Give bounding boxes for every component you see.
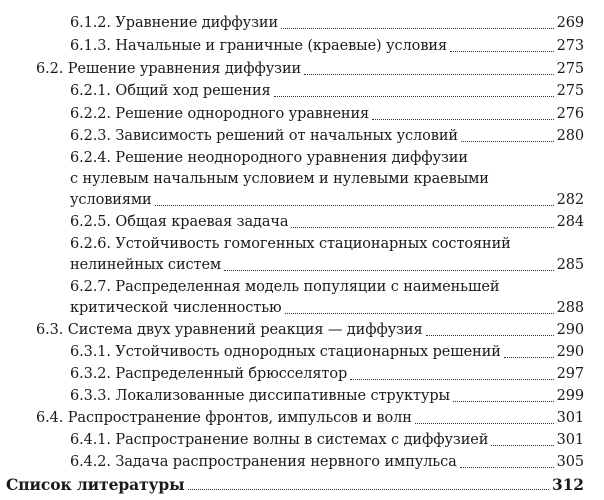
toc-entry[interactable] <box>70 13 584 34</box>
dot-leader <box>350 379 553 380</box>
toc-entry-page: 301 <box>556 410 584 426</box>
toc-entry[interactable] <box>70 430 584 451</box>
toc-entry-page: 273 <box>556 38 584 54</box>
toc-entry[interactable] <box>70 212 584 233</box>
toc-entry-multiline[interactable] <box>70 277 584 319</box>
dot-leader <box>460 467 554 468</box>
toc-entry[interactable] <box>70 81 584 102</box>
toc-entry-page: 288 <box>556 300 584 316</box>
toc-entry-title: 6.4.1. Распространение волны в системах с диффузией <box>70 432 489 448</box>
toc-entry-title: 6.2.1. Общий ход решения <box>70 83 271 99</box>
toc-entry-page: 282 <box>556 192 584 208</box>
toc-entry-page: 290 <box>556 322 584 338</box>
toc-entry[interactable] <box>70 386 584 407</box>
toc-entry-title: нелинейных систем <box>70 257 222 273</box>
toc-entry[interactable] <box>70 364 584 385</box>
toc-entry-page: 284 <box>556 214 584 230</box>
dot-leader <box>188 489 549 490</box>
toc-entry-title: 6.4. Распространение фронтов, импульсов и волн <box>36 410 412 426</box>
toc-entry-page: 275 <box>556 61 584 77</box>
toc-entry[interactable] <box>70 126 584 147</box>
toc-entry[interactable] <box>36 320 584 341</box>
dot-leader <box>274 96 554 97</box>
toc-entry-page: 312 <box>551 475 584 494</box>
toc-entry-title: критической численностью <box>70 300 282 316</box>
toc-entry-page: 280 <box>556 128 584 144</box>
dot-leader <box>461 141 554 142</box>
toc-entry-line: 6.2.4. Решение неоднородного уравнения диффузии <box>70 150 468 166</box>
toc-entry-title: условиями <box>70 192 152 208</box>
dot-leader <box>504 357 554 358</box>
toc-entry-page: 297 <box>556 366 584 382</box>
dot-leader <box>291 227 553 228</box>
toc-entry-title: 6.3.3. Локализованные диссипативные структуры <box>70 388 450 404</box>
dot-leader <box>372 119 554 120</box>
toc-entry-page: 305 <box>556 454 584 470</box>
dot-leader <box>450 51 554 52</box>
toc-entry-page: 285 <box>556 257 584 273</box>
toc-entry-page: 276 <box>556 106 584 122</box>
toc-entry-title: 6.2. Решение уравнения диффузии <box>36 61 302 77</box>
toc-entry-title: 6.2.5. Общая краевая задача <box>70 214 289 230</box>
toc-entry-title: 6.2.2. Решение однородного уравнения <box>70 106 370 122</box>
toc-entry[interactable] <box>70 452 584 473</box>
dot-leader <box>491 445 553 446</box>
toc-entry-line: 6.2.7. Распределенная модель популяции с наименьшей <box>70 279 500 295</box>
dot-leader <box>224 270 553 271</box>
toc-entry-page: 301 <box>556 432 584 448</box>
toc-entry-title: 6.3.2. Распределенный брюсселятор <box>70 366 348 382</box>
dot-leader <box>281 28 554 29</box>
toc-entry[interactable] <box>70 104 584 125</box>
toc-entry-title: 6.4.2. Задача распространения нервного импульса <box>70 454 457 470</box>
toc-entry-bibliography[interactable] <box>6 474 584 495</box>
dot-leader <box>285 313 554 314</box>
toc-entry-title: 6.3. Система двух уравнений реакция — диффузия <box>36 322 423 338</box>
toc-entry-title: 6.1.2. Уравнение диффузии <box>70 15 279 31</box>
dot-leader <box>453 401 554 402</box>
toc-entry-title: Список литературы <box>6 475 185 494</box>
dot-leader <box>415 423 554 424</box>
toc-entry-page: 275 <box>556 83 584 99</box>
toc-entry-multiline[interactable] <box>70 148 584 211</box>
toc-entry-page: 290 <box>556 344 584 360</box>
toc-entry-line: с нулевым начальным условием и нулевыми краевыми <box>70 171 489 187</box>
toc-entry[interactable] <box>70 36 584 57</box>
toc-entry[interactable] <box>70 342 584 363</box>
toc-entry-page: 299 <box>556 388 584 404</box>
toc-entry-title: 6.1.3. Начальные и граничные (краевые) условия <box>70 38 447 54</box>
toc-entry-page: 269 <box>556 15 584 31</box>
toc-entry[interactable] <box>36 59 584 80</box>
toc-entry-multiline[interactable] <box>70 234 584 276</box>
dot-leader <box>304 74 554 75</box>
dot-leader <box>155 205 554 206</box>
toc-entry-title: 6.3.1. Устойчивость однородных стационарных решений <box>70 344 501 360</box>
toc-entry-title: 6.2.3. Зависимость решений от начальных условий <box>70 128 458 144</box>
toc-entry-line: 6.2.6. Устойчивость гомогенных стационарных состояний <box>70 236 511 252</box>
dot-leader <box>426 335 554 336</box>
toc-entry[interactable] <box>36 408 584 429</box>
